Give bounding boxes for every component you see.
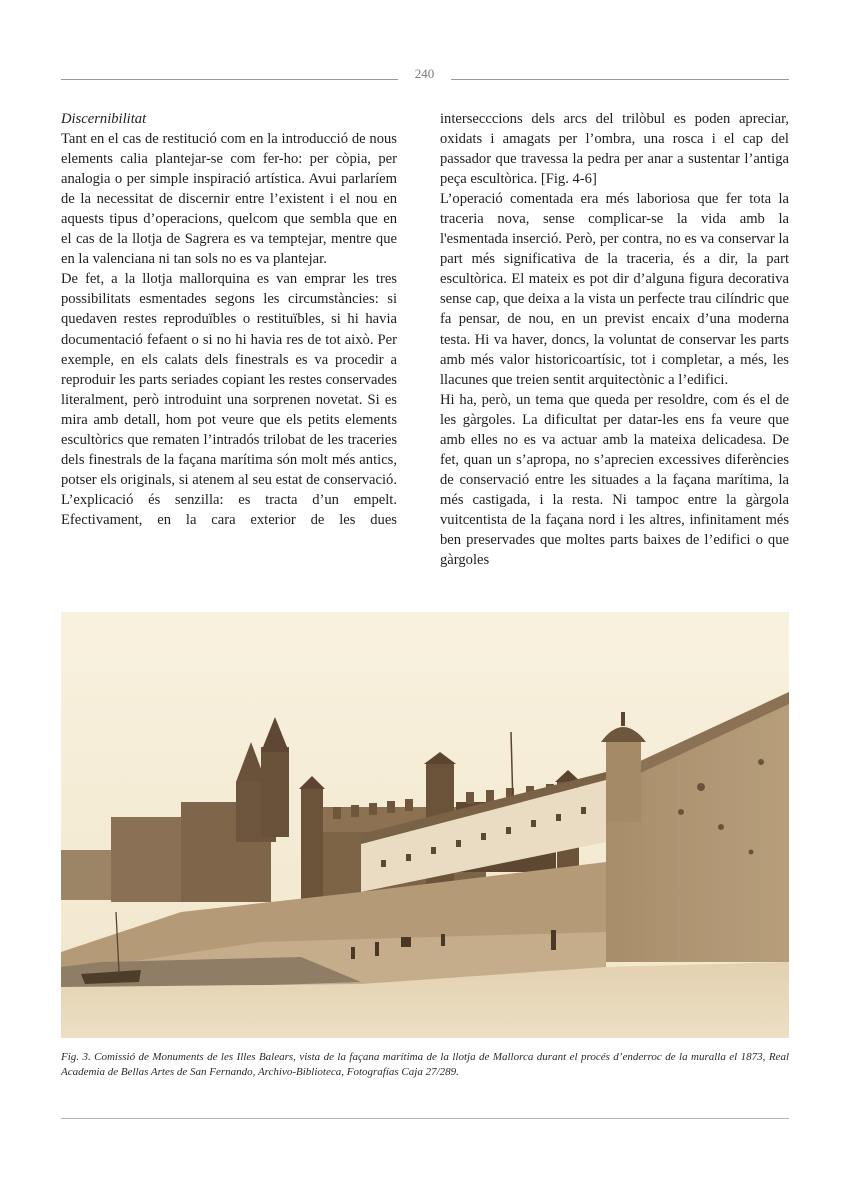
header-rule-left [61, 79, 398, 80]
photograph-illustration [61, 612, 789, 1038]
section-subheading: Discernibilitat [61, 111, 147, 127]
header-rule-right [451, 79, 789, 80]
figure-caption: Fig. 3. Comissió de Monuments de les Illes Balears, vista de la façana marítima de la llotja de Mallorca durant el procés d’enderroc de la muralla el 1873, Real Academia de Bellas Artes de San Fernando, Archivo-Biblioteca, Fotografías Caja 27/289. [61, 1051, 789, 1078]
page-number: 240 [414, 66, 435, 81]
paragraph: De fet, a la llotja mallorquina es van emprar les tres possibilitats esmentades segons les circumstàncies: si quedaven restes reproduïbles o restituïbles, si hi havia documentació fefaent o si no hi havia res de tot això. Per exemple, en els calats dels finestrals es va procedir a reproduir les parts seriades copiant les restes conservades literalment, però introduint una sorprenen novetat. Si es mira amb detall, hom pot veure que els petits elements escultòrics que rematen l’intradós trilobat de les traceries dels finestrals de la façana marítima són molt més antics, potser els originals, si atenem al seu estat de conservació. L’explicació és senzilla: es tracta d’un empelt. Efectivament, en la cara exterior de les dues [61, 271, 397, 528]
paragraph: intersecccions dels arcs del trilòbul es poden apreciar, oxidats i amagats per l’ombra, una rosca i el cap del passador que travessa la pedra per anar a sustentar l’antiga peça escultòrica. [Fig. 4-6] [440, 111, 789, 188]
paragraph: Tant en el cas de restitució com en la introducció de nous elements calia plantejar-se com fer-ho: per còpia, per analogia o per simple inspiració artística. Avui parlaríem de la necessitat de discernir entre l’existent i el nou en aquests tipus d’operacions, quelcom que sembla que en el cas de la llotja de Sagrera es va temptejar, mentre que en la valenciana ni tan sols no es va plantejar. [61, 131, 397, 268]
paragraph: L’operació comentada era més laboriosa que fer tota la traceria nova, sense complicar-se la vida amb la l'esmentada inserció. Però, per contra, no es va conservar la part més significativa de la traceria, és a dir, la part escultòrica. El mateix es pot dir d’alguna figura decorativa sense cap, que deixa a la vista un perfecte trau cilíndric que fa pensar, de nou, en un previst encaix d’una moderna testa. Hi va haver, doncs, la voluntat de conservar les parts amb més valor historicoartísic, tot i completar, a més, les llacunes que treien sentit arquitectònic a l’edifici. [440, 191, 789, 388]
historic-photograph [61, 612, 789, 1038]
left-column [61, 109, 397, 530]
right-column [440, 109, 789, 570]
paragraph: Hi ha, però, un tema que queda per resoldre, com és el de les gàrgoles. La dificultat per datar-les ens fa veure que amb elles no es va actuar amb la mateixa delicadesa. De fet, quan un s’apropa, no s’aprecien excessives diferències de conservació entre les situades a la façana marítima, la més castigada, i la resta. Ni tampoc entre la gàrgola vuitcentista de la façana nord i les altres, infinitament més ben preservades que moltes parts baixes de l’edifici o que gàrgoles [440, 391, 789, 569]
footer-rule [61, 1118, 789, 1119]
page-header [61, 66, 789, 86]
